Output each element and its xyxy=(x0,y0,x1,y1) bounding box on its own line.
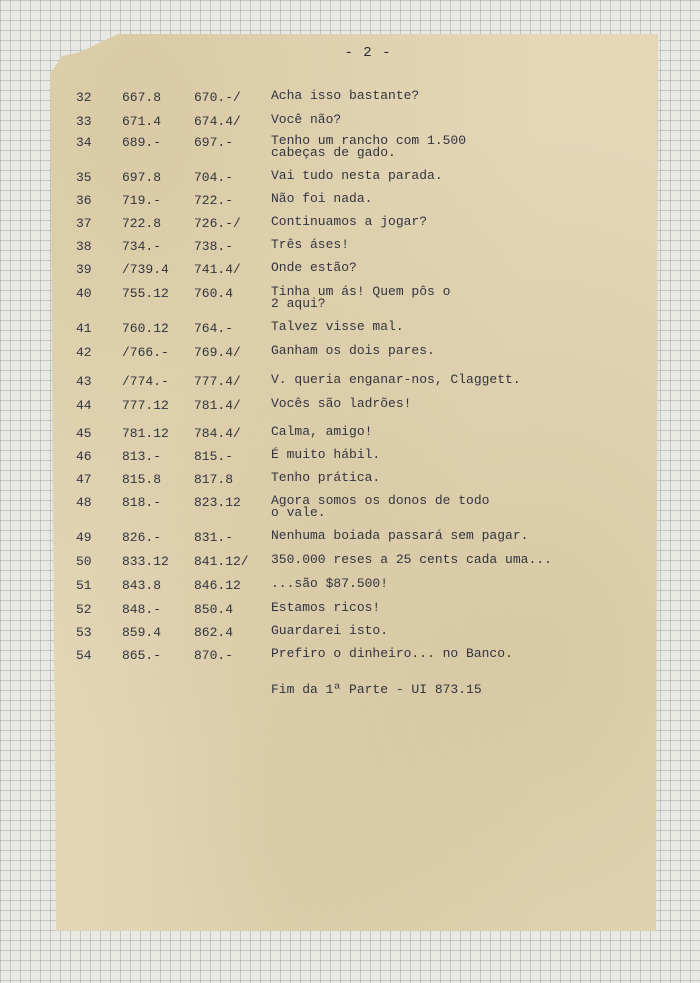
subtitle-text: Tenho prática. xyxy=(271,470,381,485)
time-in: 813.- xyxy=(122,449,162,464)
time-out: 697.- xyxy=(194,135,234,150)
time-in: 697.8 xyxy=(122,170,162,185)
row-number: 46 xyxy=(76,449,92,464)
subtitle-text: Ganham os dois pares. xyxy=(271,343,435,358)
row-number: 34 xyxy=(76,135,92,150)
time-out: 815.- xyxy=(194,449,234,464)
time-out: 704.- xyxy=(194,170,234,185)
subtitle-text: V. queria enganar-nos, Claggett. xyxy=(271,372,521,387)
time-in: 722.8 xyxy=(122,216,162,231)
time-out: 738.- xyxy=(194,239,234,254)
subtitle-text: Estamos ricos! xyxy=(271,600,381,615)
time-in: 667.8 xyxy=(122,90,162,105)
subtitle-text: Onde estão? xyxy=(271,260,357,275)
time-in: 689.- xyxy=(122,135,162,150)
row-number: 50 xyxy=(76,554,92,569)
row-number: 47 xyxy=(76,472,92,487)
subtitle-text: Continuamos a jogar? xyxy=(271,214,428,229)
row-number: 52 xyxy=(76,602,92,617)
subtitle-text: Vai tudo nesta parada. xyxy=(271,168,443,183)
row-number: 54 xyxy=(76,648,92,663)
time-in: 760.12 xyxy=(122,321,169,336)
row-number: 44 xyxy=(76,398,92,413)
subtitle-text: Nenhuma boiada passará sem pagar. xyxy=(271,528,529,543)
subtitle-text: É muito hábil. xyxy=(271,447,381,462)
time-in: 719.- xyxy=(122,193,162,208)
row-number: 49 xyxy=(76,530,92,545)
time-out: 777.4/ xyxy=(194,374,241,389)
row-number: 40 xyxy=(76,286,92,301)
time-out: 674.4/ xyxy=(194,114,241,129)
row-number: 41 xyxy=(76,321,92,336)
time-in: 781.12 xyxy=(122,426,169,441)
subtitle-text: Tenho um rancho com 1.500 cabeças de gado. xyxy=(271,133,467,160)
time-in: 777.12 xyxy=(122,398,169,413)
time-out: 726.-/ xyxy=(194,216,241,231)
time-in: 671.4 xyxy=(122,114,162,129)
time-in: 859.4 xyxy=(122,625,162,640)
time-out: 817.8 xyxy=(194,472,234,487)
time-out: 741.4/ xyxy=(194,262,241,277)
row-number: 32 xyxy=(76,90,92,105)
time-out: 769.4/ xyxy=(194,345,241,360)
time-out: 722.- xyxy=(194,193,234,208)
time-out: 760.4 xyxy=(194,286,234,301)
subtitle-text: Talvez visse mal. xyxy=(271,319,404,334)
time-out: 862.4 xyxy=(194,625,234,640)
time-out: 784.4/ xyxy=(194,426,241,441)
row-number: 37 xyxy=(76,216,92,231)
row-number: 43 xyxy=(76,374,92,389)
subtitle-text: Você não? xyxy=(271,112,342,127)
time-out: 764.- xyxy=(194,321,234,336)
time-in: 865.- xyxy=(122,648,162,663)
subtitle-text: ...são $87.500! xyxy=(271,576,389,591)
subtitle-text: Acha isso bastante? xyxy=(271,88,420,103)
time-in: 848.- xyxy=(122,602,162,617)
time-in: /774.- xyxy=(122,374,169,389)
row-number: 48 xyxy=(76,495,92,510)
row-number: 36 xyxy=(76,193,92,208)
time-in: /739.4 xyxy=(122,262,169,277)
row-number: 38 xyxy=(76,239,92,254)
page-number: - 2 - xyxy=(344,45,392,61)
row-number: 45 xyxy=(76,426,92,441)
subtitle-text: Vocês são ladrões! xyxy=(271,396,412,411)
row-number: 33 xyxy=(76,114,92,129)
time-out: 846.12 xyxy=(194,578,241,593)
time-in: 833.12 xyxy=(122,554,169,569)
subtitle-text: Três áses! xyxy=(271,237,350,252)
time-out: 670.-/ xyxy=(194,90,241,105)
row-number: 42 xyxy=(76,345,92,360)
row-number: 53 xyxy=(76,625,92,640)
row-number: 35 xyxy=(76,170,92,185)
row-number: 51 xyxy=(76,578,92,593)
time-in: 826.- xyxy=(122,530,162,545)
time-out: 841.12/ xyxy=(194,554,249,569)
time-out: 870.- xyxy=(194,648,234,663)
time-in: /766.- xyxy=(122,345,169,360)
time-in: 815.8 xyxy=(122,472,162,487)
end-note: Fim da 1ª Parte - UI 873.15 xyxy=(271,682,482,697)
row-number: 39 xyxy=(76,262,92,277)
time-in: 843.8 xyxy=(122,578,162,593)
time-in: 734.- xyxy=(122,239,162,254)
subtitle-text: Não foi nada. xyxy=(271,191,373,206)
subtitle-text: Tinha um ás! Quem pôs o 2 aqui? xyxy=(271,284,451,311)
time-in: 818.- xyxy=(122,495,162,510)
subtitle-text: Guardarei isto. xyxy=(271,623,389,638)
time-in: 755.12 xyxy=(122,286,169,301)
time-out: 823.12 xyxy=(194,495,241,510)
subtitle-text: 350.000 reses a 25 cents cada uma... xyxy=(271,552,552,567)
time-out: 850.4 xyxy=(194,602,234,617)
subtitle-text: Prefiro o dinheiro... no Banco. xyxy=(271,646,513,661)
subtitle-text: Agora somos os donos de todo o vale. xyxy=(271,493,490,520)
subtitle-text: Calma, amigo! xyxy=(271,424,373,439)
time-out: 781.4/ xyxy=(194,398,241,413)
time-out: 831.- xyxy=(194,530,234,545)
